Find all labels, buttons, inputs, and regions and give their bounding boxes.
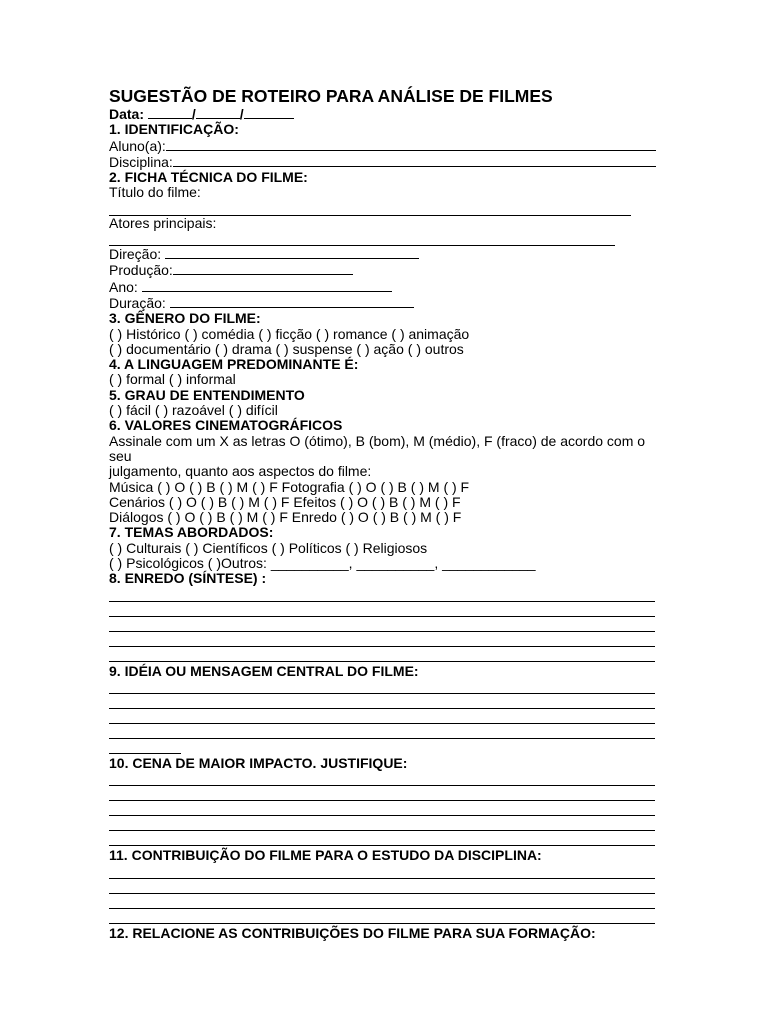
section-12-heading: 12. RELACIONE AS CONTRIBUIÇÕES DO FILME PARA SUA FORMAÇÃO: xyxy=(109,924,596,941)
valores-row-3: Diálogos ( ) O ( ) B ( ) M ( ) F Enredo ( ) O ( ) B ( ) M ( ) F xyxy=(109,509,462,526)
enredo-answer-line[interactable] xyxy=(109,587,655,602)
entendimento-options: ( ) fácil ( ) razoável ( ) difícil xyxy=(109,402,278,419)
genero-options-1: ( ) Histórico ( ) comédia ( ) ficção ( ) romance ( ) animação xyxy=(109,325,470,342)
linguagem-options: ( ) formal ( ) informal xyxy=(109,371,236,388)
section-11-heading: 11. CONTRIBUIÇÃO DO FILME PARA O ESTUDO DA DISCIPLINA: xyxy=(109,847,542,864)
disciplina-field[interactable] xyxy=(173,154,656,167)
section-9-heading: 9. IDÉIA OU MENSAGEM CENTRAL DO FILME: xyxy=(109,662,419,679)
producao-field[interactable] xyxy=(173,262,353,275)
date-separator: / xyxy=(239,106,244,122)
contribuicao-answer-line[interactable] xyxy=(109,864,655,879)
disciplina-line xyxy=(109,154,669,170)
disciplina-label: Disciplina: xyxy=(109,153,173,170)
atores-field[interactable] xyxy=(109,231,615,246)
date-separator: / xyxy=(191,106,196,122)
section-3-heading: 3. GÊNERO DO FILME: xyxy=(109,310,261,327)
date-day-blank[interactable] xyxy=(148,106,192,119)
enredo-answer-line[interactable] xyxy=(109,647,655,662)
section-8-heading: 8. ENREDO (SÍNTESE) : xyxy=(109,570,267,587)
valores-row-2: Cenários ( ) O ( ) B ( ) M ( ) F Efeitos ( ) O ( ) B ( ) M ( ) F xyxy=(109,493,461,510)
cena-answer-line[interactable] xyxy=(109,786,655,801)
document-title: SUGESTÃO DE ROTEIRO PARA ANÁLISE DE FILMES xyxy=(109,86,553,106)
ano-label: Ano: xyxy=(109,278,138,295)
date-label: Data: xyxy=(109,106,145,122)
contribuicao-answer-line[interactable] xyxy=(109,909,655,924)
section-6-heading: 6. VALORES CINEMATOGRÁFICOS xyxy=(109,417,343,434)
temas-options-2: ( ) Psicológicos ( )Outros: __________, __________, ____________ xyxy=(109,555,536,572)
contribuicao-answer-line[interactable] xyxy=(109,894,655,909)
duracao-line xyxy=(109,295,669,311)
cena-answer-line[interactable] xyxy=(109,801,655,816)
genero-options-2: ( ) documentário ( ) drama ( ) suspense ( ) ação ( ) outros xyxy=(109,340,464,357)
duracao-label: Duração: xyxy=(109,294,166,311)
cena-answer-line[interactable] xyxy=(109,831,655,846)
date-year-blank[interactable] xyxy=(244,106,294,119)
producao-line xyxy=(109,262,669,278)
direcao-line xyxy=(109,246,669,262)
contribuicao-answer-line[interactable] xyxy=(109,879,655,894)
mensagem-answer-line[interactable] xyxy=(109,694,655,709)
date-month-blank[interactable] xyxy=(196,106,240,119)
mensagem-answer-line[interactable] xyxy=(109,679,655,694)
document-page xyxy=(109,86,669,941)
date-line xyxy=(109,106,669,122)
temas-options-1: ( ) Culturais ( ) Científicos ( ) Políticos ( ) Religiosos xyxy=(109,539,428,556)
section-1-heading: 1. IDENTIFICAÇÃO: xyxy=(109,121,239,138)
enredo-answer-line[interactable] xyxy=(109,602,655,617)
mensagem-answer-line[interactable] xyxy=(109,724,655,739)
ano-line xyxy=(109,279,669,295)
section-5-heading: 5. GRAU DE ENTENDIMENTO xyxy=(109,386,305,403)
direcao-field[interactable] xyxy=(165,246,419,259)
mensagem-answer-line[interactable] xyxy=(109,739,181,754)
aluno-field[interactable] xyxy=(166,138,656,151)
titulo-label: Título do filme: xyxy=(109,184,201,201)
section-2-heading: 2. FICHA TÉCNICA DO FILME: xyxy=(109,169,308,186)
valores-intro-2: seu xyxy=(109,447,132,464)
duracao-field[interactable] xyxy=(170,295,414,308)
titulo-field[interactable] xyxy=(109,201,631,216)
valores-intro-3: julgamento, quanto aos aspectos do filme: xyxy=(109,463,372,480)
valores-row-1: Música ( ) O ( ) B ( ) M ( ) F Fotografia ( ) O ( ) B ( ) M ( ) F xyxy=(109,478,470,495)
enredo-answer-line[interactable] xyxy=(109,632,655,647)
cena-answer-line[interactable] xyxy=(109,816,655,831)
valores-intro-1: Assinale com um X as letras O (ótimo), B (bom), M (médio), F (fraco) de acordo com o xyxy=(109,432,646,449)
section-10-heading: 10. CENA DE MAIOR IMPACTO. JUSTIFIQUE: xyxy=(109,754,408,771)
aluno-line xyxy=(109,138,669,154)
cena-answer-line[interactable] xyxy=(109,771,655,786)
aluno-label: Aluno(a): xyxy=(109,137,166,154)
ano-field[interactable] xyxy=(142,279,392,292)
section-4-heading: 4. A LINGUAGEM PREDOMINANTE É: xyxy=(109,356,359,373)
mensagem-answer-line[interactable] xyxy=(109,709,655,724)
enredo-answer-line[interactable] xyxy=(109,617,655,632)
atores-label: Atores principais: xyxy=(109,214,217,231)
direcao-label: Direção: xyxy=(109,246,162,263)
section-7-heading: 7. TEMAS ABORDADOS: xyxy=(109,524,274,541)
producao-label: Produção: xyxy=(109,262,173,279)
